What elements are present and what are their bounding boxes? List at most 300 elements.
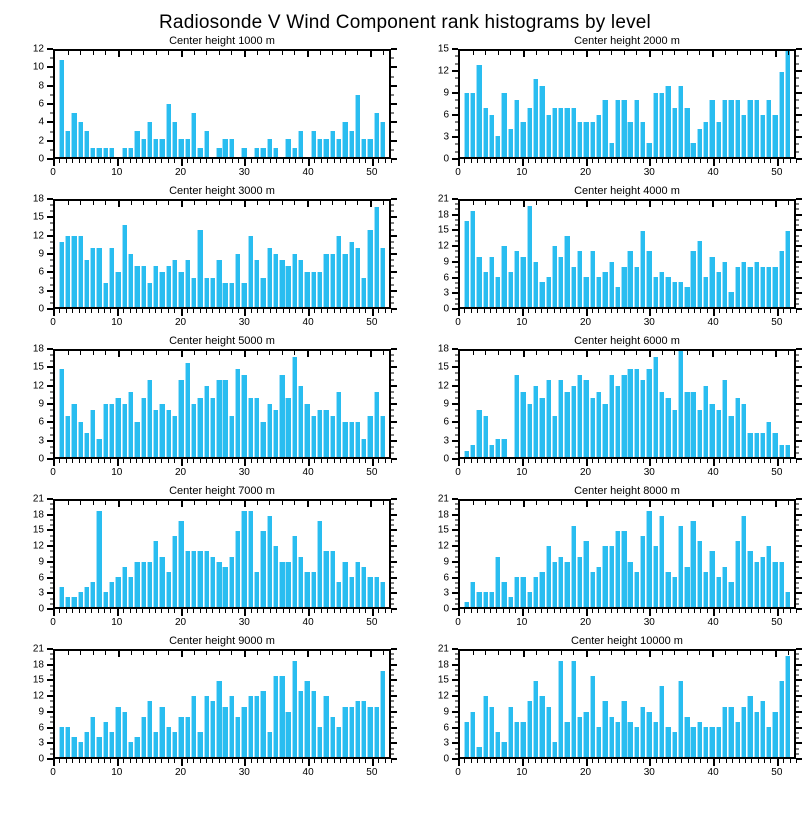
top-tick [775, 501, 777, 507]
x-minor-tick [327, 159, 328, 163]
x-minor-tick [289, 309, 290, 313]
x-major-tick [522, 759, 524, 766]
y-major-tick [452, 308, 458, 310]
histogram-bar [646, 511, 651, 607]
x-major-tick [777, 609, 779, 616]
x-minor-tick [732, 609, 733, 613]
y-minor-tick [50, 223, 53, 224]
histogram-bar [78, 122, 83, 157]
x-minor-tick [327, 609, 328, 613]
histogram-bar [464, 221, 469, 307]
top-tick [737, 351, 738, 355]
histogram-bar [59, 369, 64, 457]
y-tick-label: 15 [32, 211, 44, 223]
histogram-bar [697, 541, 702, 607]
x-tick-label: 20 [579, 317, 592, 328]
top-tick [269, 351, 270, 355]
histogram-bar [141, 266, 146, 307]
top-tick [573, 51, 574, 55]
y-minor-tick [50, 738, 53, 739]
histogram-bar [330, 131, 335, 158]
top-tick [68, 351, 69, 355]
y-major-tick [47, 742, 53, 744]
top-tick [345, 501, 346, 505]
histogram-bar [596, 115, 601, 157]
x-minor-tick [149, 759, 150, 763]
x-minor-tick [193, 159, 194, 163]
x-minor-tick [155, 459, 156, 463]
histogram-bar [684, 567, 689, 607]
y-minor-tick [455, 446, 458, 447]
y-minor-tick [50, 247, 53, 248]
x-tick-label: 10 [516, 617, 528, 628]
histogram-bar [684, 717, 689, 757]
top-tick [674, 501, 675, 505]
histogram-bar [741, 262, 746, 307]
x-minor-tick [321, 609, 322, 613]
histogram-bar [147, 122, 152, 157]
y-minor-tick [50, 446, 53, 447]
x-minor-tick [490, 759, 491, 763]
top-tick [674, 51, 675, 55]
y-right-tick [391, 428, 394, 429]
y-right-tick [796, 198, 802, 200]
histogram-bar [122, 712, 127, 757]
x-minor-tick [515, 159, 516, 163]
histogram-bar [571, 108, 576, 157]
subplot-title: Center height 3000 m [169, 185, 275, 197]
histogram-bar [311, 272, 316, 307]
plot-area [53, 49, 391, 159]
y-right-tick [391, 131, 394, 132]
top-tick [219, 201, 220, 205]
x-minor-tick [314, 459, 315, 463]
histogram-bar [285, 712, 290, 757]
top-tick [712, 501, 714, 507]
top-tick [93, 651, 94, 655]
histogram-bar [235, 717, 240, 757]
y-right-tick [391, 113, 394, 114]
top-tick [573, 351, 574, 355]
y-major-tick [452, 529, 458, 531]
y-tick-label: 10 [32, 61, 44, 73]
x-minor-tick [509, 759, 510, 763]
y-major-tick [452, 229, 458, 231]
histogram-bar [779, 562, 784, 607]
histogram-bar [311, 131, 316, 158]
x-minor-tick [726, 309, 727, 313]
y-minor-tick [50, 379, 53, 380]
top-tick [194, 651, 195, 655]
x-minor-tick [509, 609, 510, 613]
histogram-bar [304, 572, 309, 607]
y-minor-tick [50, 509, 53, 510]
histogram-bar [185, 363, 190, 457]
histogram-bar [65, 727, 70, 757]
top-tick [687, 351, 688, 355]
x-axis [50, 759, 391, 781]
top-tick [206, 201, 207, 205]
histogram-bar [508, 707, 513, 757]
top-tick [687, 201, 688, 205]
histogram-bar [470, 93, 475, 157]
x-major-tick [649, 609, 651, 616]
y-right-tick [796, 561, 802, 563]
x-tick-label: 50 [366, 317, 378, 328]
y-axis-left [23, 43, 53, 165]
x-minor-tick [592, 309, 593, 313]
x-minor-tick [59, 609, 60, 613]
x-minor-tick [688, 159, 689, 163]
histogram-bar [191, 696, 196, 757]
histogram-bar [298, 260, 303, 307]
histogram-bar [754, 100, 759, 157]
histogram-bar [646, 251, 651, 307]
histogram-bar [349, 577, 354, 607]
y-right-tick [796, 519, 799, 520]
x-minor-tick [707, 609, 708, 613]
y-right-tick [796, 209, 799, 210]
y-minor-tick [50, 659, 53, 660]
histogram-bar [634, 369, 639, 457]
x-minor-tick [314, 309, 315, 313]
x-major-tick [244, 309, 246, 316]
y-major-tick [47, 458, 53, 460]
top-tick [737, 201, 738, 205]
top-tick [357, 51, 358, 55]
top-tick [599, 201, 600, 205]
histogram-bar [367, 577, 372, 607]
y-tick-label: 15 [32, 361, 44, 373]
histogram-bar [583, 541, 588, 607]
x-tick-label: 40 [707, 467, 719, 478]
histogram-bar [349, 242, 354, 307]
y-right-tick [391, 348, 397, 350]
histogram-bar [260, 422, 265, 457]
top-tick [674, 201, 675, 205]
y-major-tick [452, 608, 458, 610]
x-minor-tick [206, 309, 207, 313]
histogram-bar [672, 577, 677, 607]
y-right-tick [391, 685, 394, 686]
top-tick [523, 351, 525, 357]
x-minor-tick [471, 609, 472, 613]
y-right-tick [391, 253, 397, 255]
top-tick [485, 201, 486, 205]
histogram-bar [785, 51, 790, 157]
x-minor-tick [263, 609, 264, 613]
x-tick-label: 50 [771, 767, 783, 778]
y-tick-label: 9 [443, 87, 449, 99]
y-right-tick [796, 717, 799, 718]
histogram-bar [103, 592, 108, 607]
histogram-bar [583, 380, 588, 457]
x-minor-tick [130, 459, 131, 463]
top-tick [80, 201, 81, 205]
histogram-bar [741, 516, 746, 607]
x-tick-label: 20 [174, 467, 187, 478]
y-minor-tick [455, 107, 458, 108]
y-minor-tick [50, 131, 53, 132]
top-tick [168, 351, 169, 355]
histogram-bar [222, 380, 227, 457]
y-tick-label: 6 [443, 572, 449, 584]
plot-wrap [437, 343, 796, 478]
x-minor-tick [302, 459, 303, 463]
y-right-tick [796, 446, 799, 447]
plot-area [458, 49, 796, 159]
y-right-tick [796, 664, 802, 666]
y-minor-tick [50, 717, 53, 718]
x-tick-label: 0 [455, 167, 461, 178]
y-axis-right [391, 49, 401, 159]
histogram-bar [514, 577, 519, 607]
histogram-bar [501, 439, 506, 457]
x-minor-tick [276, 759, 277, 763]
x-minor-tick [471, 159, 472, 163]
y-minor-tick [455, 100, 458, 101]
x-axis [50, 459, 391, 481]
x-minor-tick [656, 309, 657, 313]
histogram-bar [627, 722, 632, 757]
histogram-bar [577, 122, 582, 157]
x-minor-tick [783, 759, 784, 763]
x-tick-label: 50 [771, 467, 783, 478]
top-tick [231, 51, 232, 55]
x-minor-tick [251, 159, 252, 163]
x-minor-tick [79, 459, 80, 463]
y-right-tick [796, 572, 799, 573]
y-right-tick [391, 223, 394, 224]
y-minor-tick [50, 706, 53, 707]
x-minor-tick [496, 159, 497, 163]
histogram-bar [109, 148, 114, 157]
x-minor-tick [359, 459, 360, 463]
y-minor-tick [50, 373, 53, 374]
x-minor-tick [535, 609, 536, 613]
histogram-bar [464, 602, 469, 607]
top-tick [599, 501, 600, 505]
x-tick-label: 50 [366, 167, 378, 178]
histogram-bar [571, 386, 576, 457]
x-major-tick [777, 459, 779, 466]
histogram-bar [590, 572, 595, 607]
y-right-tick [796, 48, 802, 50]
x-minor-tick [745, 459, 746, 463]
histogram-bar [785, 656, 790, 757]
x-minor-tick [136, 159, 137, 163]
y-minor-tick [50, 149, 53, 150]
histogram-bar [115, 577, 120, 607]
top-tick [498, 351, 499, 355]
top-tick [473, 651, 474, 655]
y-major-tick [452, 158, 458, 160]
x-minor-tick [327, 759, 328, 763]
x-minor-tick [688, 609, 689, 613]
y-major-tick [47, 592, 53, 594]
histogram-bar [90, 248, 95, 307]
histogram-bar [558, 557, 563, 607]
x-minor-tick [346, 759, 347, 763]
y-major-tick [47, 403, 53, 405]
top-tick [345, 51, 346, 55]
x-major-tick [117, 459, 119, 466]
top-tick [168, 501, 169, 505]
y-right-tick [391, 675, 394, 676]
y-right-tick [796, 608, 802, 610]
y-right-tick [796, 292, 802, 294]
histogram-bar [191, 404, 196, 457]
histogram-bar [779, 251, 784, 307]
top-tick [624, 351, 625, 355]
x-minor-tick [232, 159, 233, 163]
histogram-bar [323, 696, 328, 757]
x-minor-tick [257, 309, 258, 313]
x-minor-tick [573, 309, 574, 313]
histogram-bar [222, 139, 227, 157]
x-minor-tick [554, 159, 555, 163]
x-major-tick [308, 759, 310, 766]
x-minor-tick [541, 759, 542, 763]
top-tick [788, 501, 789, 505]
y-right-tick [796, 107, 799, 108]
x-minor-tick [732, 459, 733, 463]
y-right-tick [796, 659, 799, 660]
x-minor-tick [378, 609, 379, 613]
x-tick-label: 40 [302, 767, 314, 778]
y-right-tick [391, 727, 397, 729]
y-major-tick [452, 245, 458, 247]
histogram-bar [546, 380, 551, 457]
subplot-title: Center height 2000 m [574, 35, 680, 47]
x-minor-tick [541, 309, 542, 313]
x-tick-label: 0 [455, 317, 461, 328]
y-minor-tick [50, 753, 53, 754]
top-tick [93, 51, 94, 55]
y-right-tick [391, 695, 397, 697]
top-tick [370, 201, 372, 207]
histogram-bar [178, 272, 183, 307]
histogram-bar [229, 557, 234, 607]
x-minor-tick [707, 459, 708, 463]
y-right-tick [796, 603, 799, 604]
x-minor-tick [123, 309, 124, 313]
y-right-tick [391, 701, 394, 702]
top-tick [750, 501, 751, 505]
histogram-bar [552, 742, 557, 757]
x-minor-tick [295, 159, 296, 163]
y-minor-tick [50, 551, 53, 552]
histogram-bar [489, 592, 494, 607]
x-major-tick [308, 459, 310, 466]
histogram-bar [59, 587, 64, 607]
y-tick-label: 12 [32, 380, 44, 392]
x-minor-tick [688, 459, 689, 463]
histogram-bar [103, 722, 108, 757]
y-right-tick [796, 288, 799, 289]
top-tick [206, 51, 207, 55]
x-minor-tick [302, 159, 303, 163]
x-minor-tick [168, 159, 169, 163]
x-tick-label: 20 [579, 467, 592, 478]
y-minor-tick [50, 722, 53, 723]
top-tick [561, 351, 562, 355]
y-right-tick [391, 373, 394, 374]
x-minor-tick [110, 609, 111, 613]
histogram-bar [653, 722, 658, 757]
x-minor-tick [605, 609, 606, 613]
y-right-tick [391, 738, 394, 739]
x-minor-tick [464, 159, 465, 163]
y-right-tick [391, 753, 394, 754]
y-axis-left [23, 343, 53, 465]
histogram-bar [204, 278, 209, 307]
top-tick [775, 351, 777, 357]
x-minor-tick [490, 309, 491, 313]
histogram-bar [191, 113, 196, 157]
x-minor-tick [79, 309, 80, 313]
histogram-bar [78, 236, 83, 307]
histogram-bar [128, 577, 133, 607]
top-tick [269, 501, 270, 505]
x-tick-label: 10 [516, 317, 528, 328]
x-minor-tick [232, 609, 233, 613]
x-minor-tick [385, 759, 386, 763]
x-minor-tick [700, 759, 701, 763]
y-minor-tick [50, 94, 53, 95]
x-major-tick [244, 159, 246, 166]
y-right-tick [391, 216, 397, 218]
top-tick [219, 51, 220, 55]
y-axis-left [428, 643, 458, 765]
top-tick [294, 501, 295, 505]
y-major-tick [452, 545, 458, 547]
top-tick [485, 351, 486, 355]
x-minor-tick [745, 309, 746, 313]
x-minor-tick [675, 159, 676, 163]
x-minor-tick [624, 159, 625, 163]
histogram-bar [210, 398, 215, 457]
y-right-tick [796, 277, 802, 279]
histogram-bar [697, 241, 702, 307]
histogram-bar [779, 72, 784, 157]
x-minor-tick [142, 309, 143, 313]
y-minor-tick [455, 240, 458, 241]
y-right-tick [391, 241, 394, 242]
y-major-tick [47, 385, 53, 387]
histogram-bar [141, 139, 146, 157]
x-minor-tick [334, 459, 335, 463]
x-minor-tick [168, 309, 169, 313]
y-major-tick [452, 277, 458, 279]
histogram-bar [772, 712, 777, 757]
x-minor-tick [238, 609, 239, 613]
top-tick [181, 651, 183, 657]
y-minor-tick [50, 266, 53, 267]
x-tick-label: 20 [174, 617, 187, 628]
plot-wrap [32, 43, 391, 178]
top-tick [510, 201, 511, 205]
histogram-bar [476, 410, 481, 457]
histogram-bar [722, 262, 727, 307]
histogram-bar [470, 712, 475, 757]
histogram-bar [476, 65, 481, 157]
x-tick-label: 40 [707, 167, 719, 178]
x-minor-tick [726, 159, 727, 163]
histogram-bar [122, 567, 127, 607]
x-minor-tick [321, 459, 322, 463]
histogram-bar [602, 272, 607, 307]
